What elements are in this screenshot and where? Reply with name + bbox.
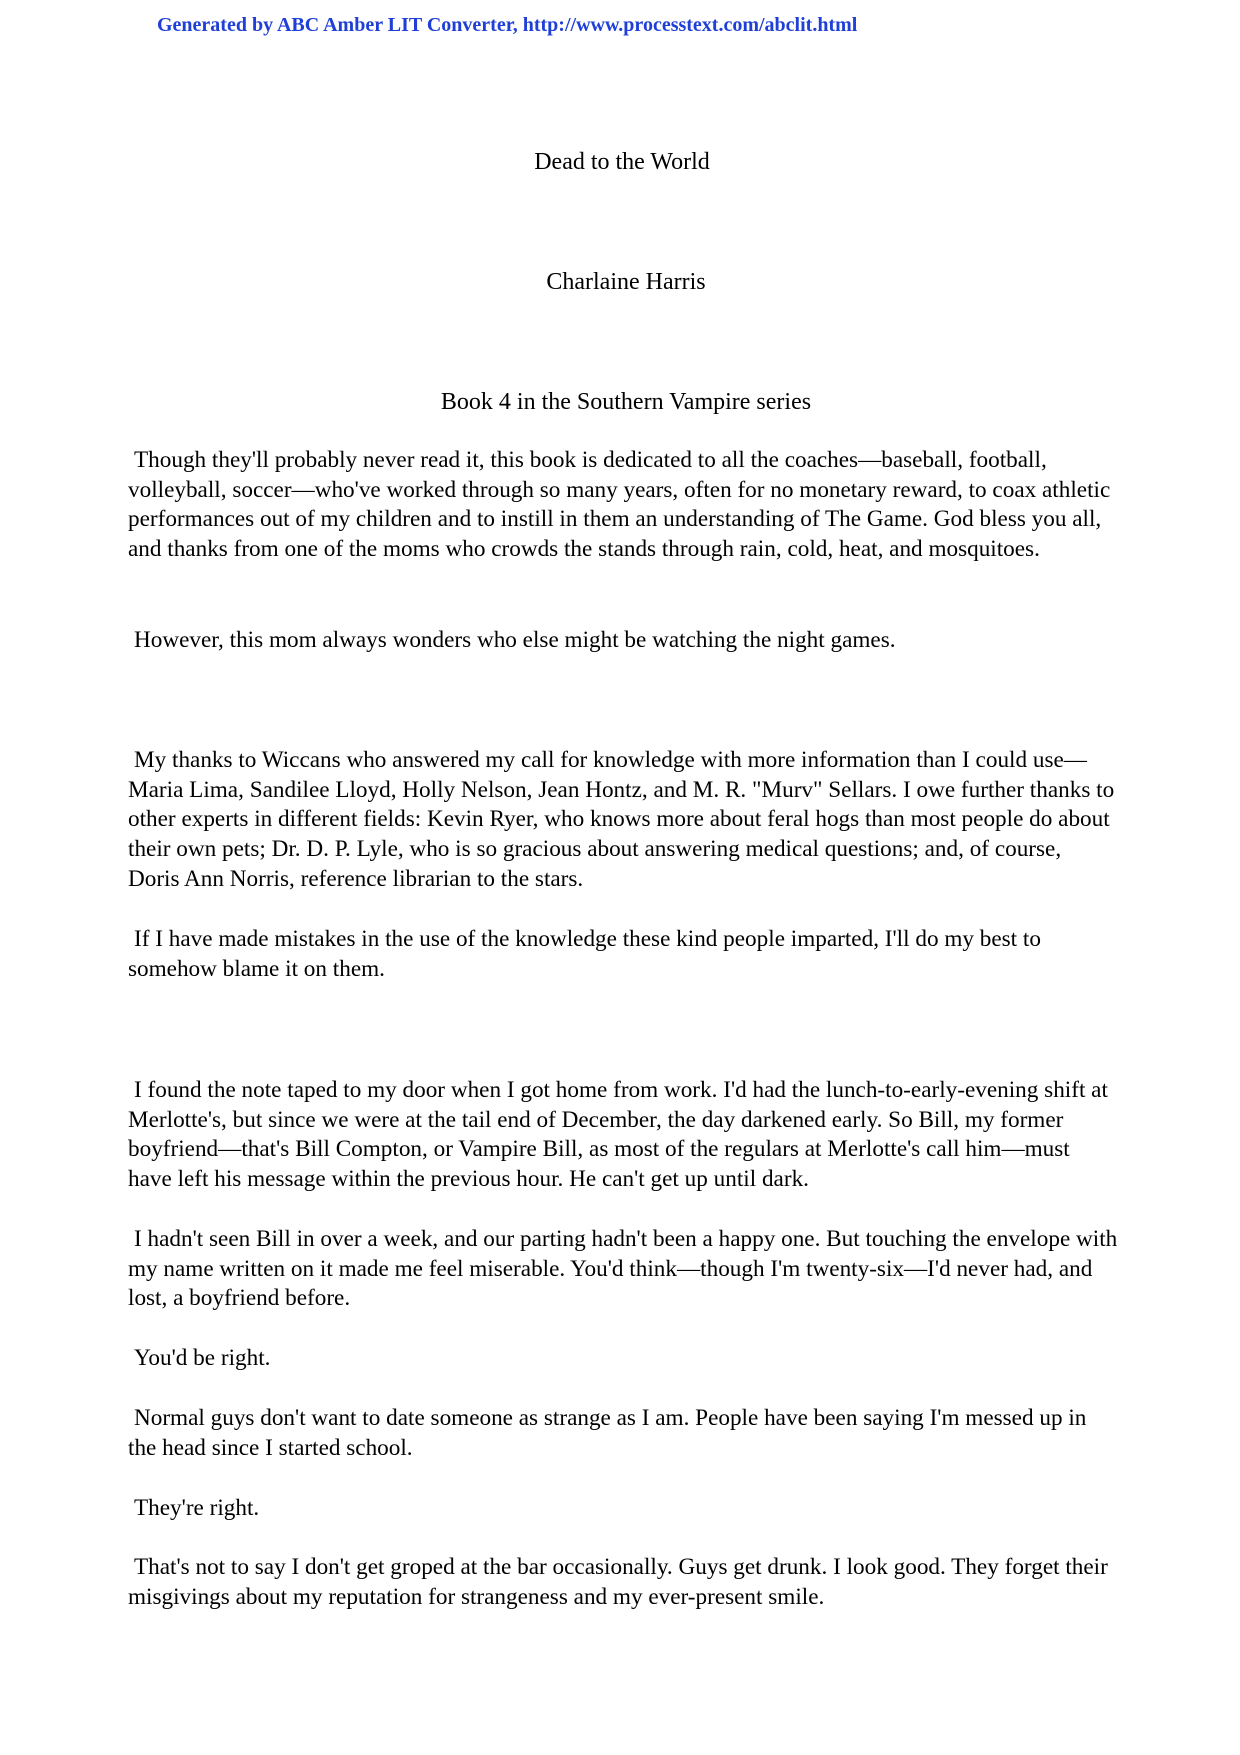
story-paragraph: I hadn't seen Bill in over a week, and our parting hadn't been a happy one. But touching the envelope with my name written on it made me feel miserable. You'd think—though I'm twenty-six—I'd never had, and lost, a boyfriend before. [128,1226,1118,1312]
story-paragraph: Normal guys don't want to date someone as strange as I am. People have been saying I'm messed up in the head since I started school. [128,1405,1087,1461]
book-author: Charlaine Harris [546,269,706,295]
book-title: Dead to the World [534,149,710,175]
dedication-note: However, this mom always wonders who else might be watching the night games. [134,627,896,653]
story-paragraph: I found the note taped to my door when I got home from work. I'd had the lunch-to-early-evening shift at Merlotte's, but since we were at the tail end of December, the day darkened early. So Bill, my former boyfriend—that's Bill Compton, or Vampire Bill, as most of the regulars at Merlotte's call him—must have left his message within the previous hour. He can't get up until dark. [128,1077,1108,1193]
dedication-paragraph: Though they'll probably never read it, this book is dedicated to all the coaches—baseball, football, volleyball, soccer—who've worked through so many years, often for no monetary reward, to coax athletic performances out of my children and to instill in them an understanding of The Game. God bless you all, and thanks from one of the moms who crowds the stands through rain, cold, heat, and mosquitoes. [128,447,1111,563]
story-paragraph: You'd be right. [134,1345,271,1371]
book-series: Book 4 in the Southern Vampire series [440,389,812,415]
acknowledgments-paragraph: My thanks to Wiccans who answered my call for knowledge with more information than I could use—Maria Lima, Sandilee Lloyd, Holly Nelson, Jean Hontz, and M. R. "Murv" Sellars. I owe further thanks to other experts in different fields: Kevin Ryer, who knows more about feral hogs than most people do about their own pets; Dr. D. P. Lyle, who is so gracious about answering medical questions; and, of course, Doris Ann Norris, reference librarian to the stars. [128,747,1115,892]
converter-link[interactable]: Generated by ABC Amber LIT Converter, http://www.processtext.com/abclit.html [157,14,858,36]
story-paragraph: That's not to say I don't get groped at the bar occasionally. Guys get drunk. I look good. They forget their misgivings about my reputation for strangeness and my ever-present smile. [128,1554,1108,1610]
story-paragraph: They're right. [134,1495,260,1521]
acknowledgments-note: If I have made mistakes in the use of the knowledge these kind people imparted, I'll do my best to somehow blame it on them. [128,926,1041,982]
